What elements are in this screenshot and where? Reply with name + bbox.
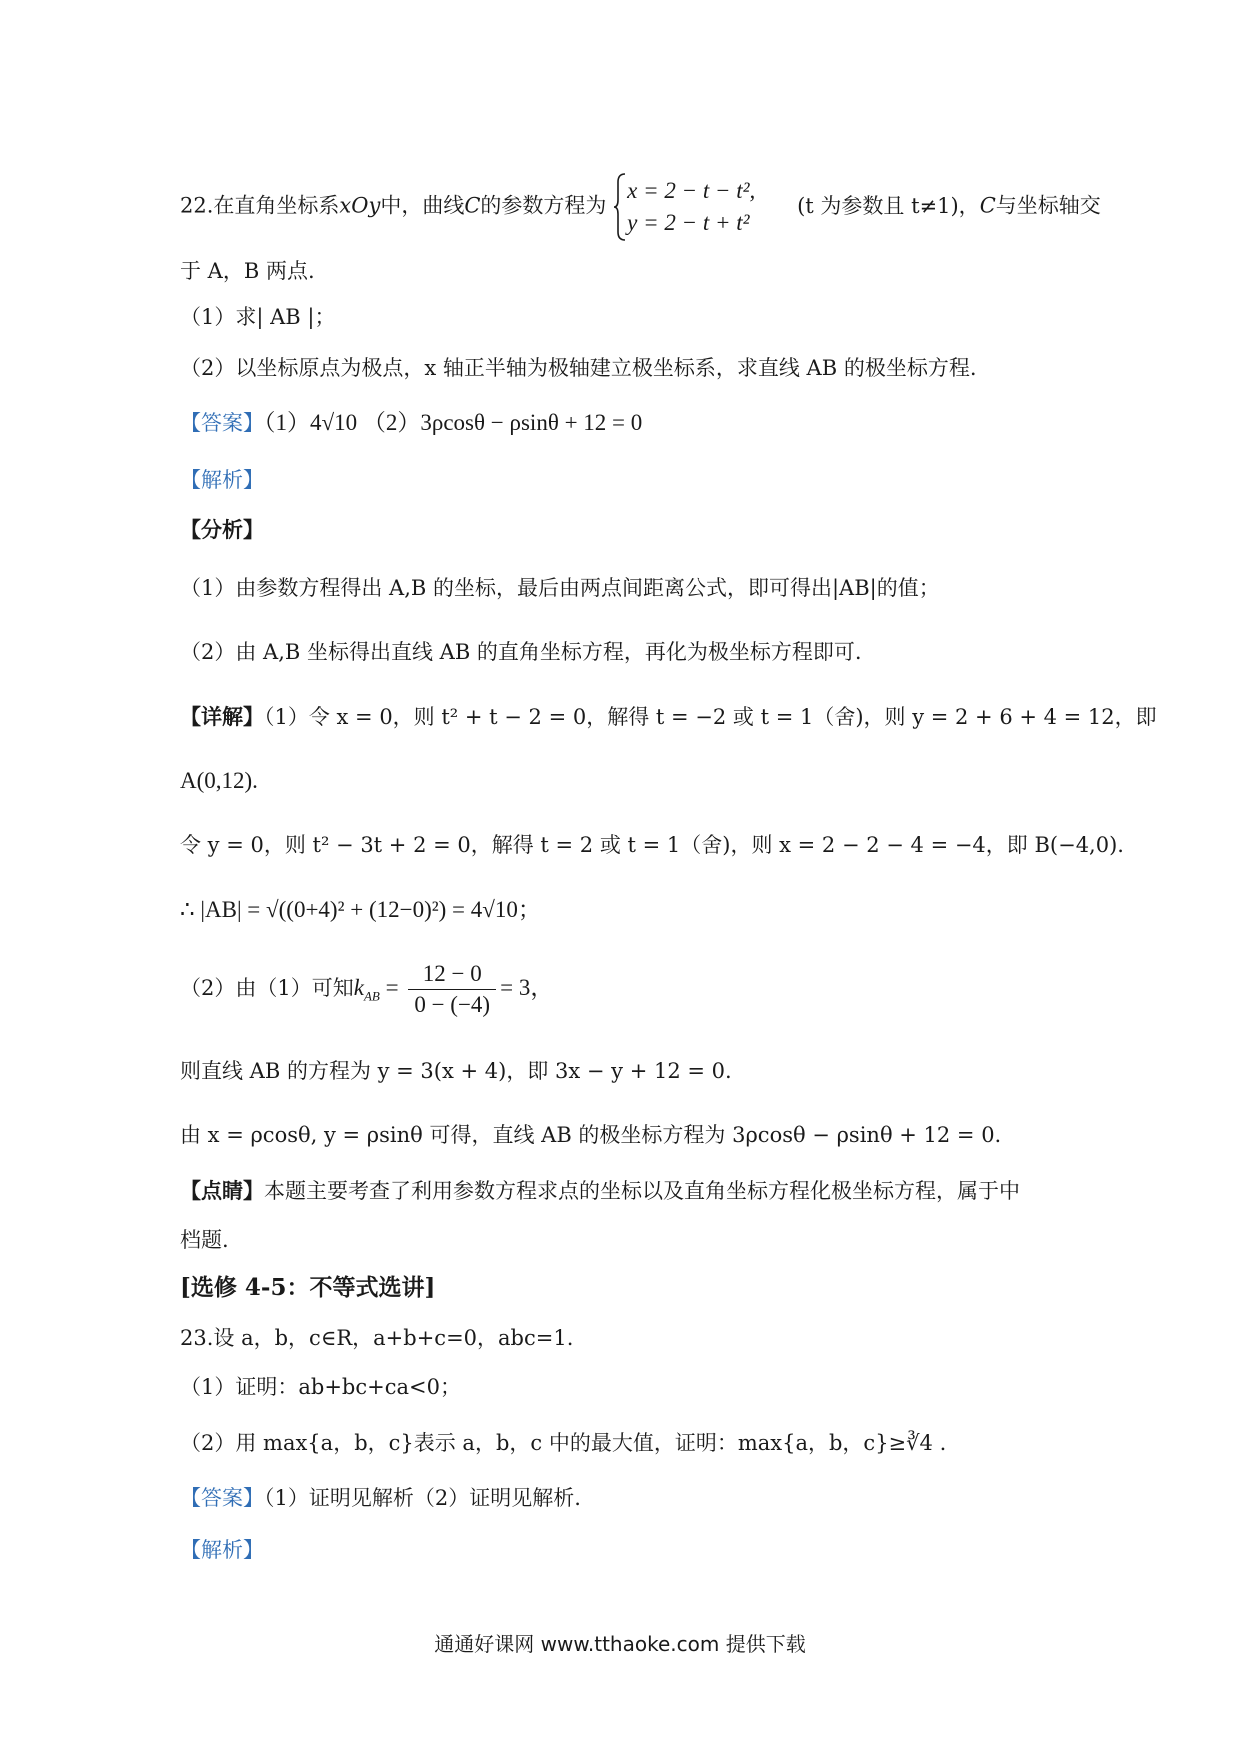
xiangjie-2: A(0,12).: [180, 768, 258, 793]
q22-text-g: 与坐标轴交: [995, 193, 1101, 218]
q22-intro: 22.在直角坐标系: [180, 193, 340, 218]
xiangjie-6: 则直线 AB 的方程为 y = 3(x + 4)，即 3x − y + 12 = 0.: [180, 1059, 732, 1083]
q22-param-note: (t 为参数且 t≠1)，: [797, 193, 980, 218]
slope-numerator: 12 − 0: [408, 959, 496, 990]
dianjing-label: 【点睛】: [180, 1178, 264, 1203]
q23-answer-label: 【答案】: [180, 1486, 264, 1510]
xiangjie-4: ∴ |AB| = √((0+4)² + (12−0)²) = 4√10；: [180, 897, 541, 922]
q22-curve-c: C: [464, 193, 481, 218]
q22-curve-c2: C: [979, 193, 996, 218]
q22-text-b: 中，曲线: [380, 193, 465, 218]
jiexi-label: 【解析】: [180, 468, 264, 492]
fenxi-label: 【分析】: [180, 517, 264, 542]
slope-fraction: [408, 959, 496, 1020]
q23-answer-text: （1）证明见解析（2）证明见解析.: [264, 1486, 581, 1510]
q22-part-2: （2）以坐标原点为极点，x 轴正半轴为极轴建立极坐标系，求直线 AB 的极坐标方程.: [180, 356, 977, 380]
slope-sub: AB: [363, 988, 380, 1004]
q22-line-2: 于 A，B 两点.: [180, 259, 315, 283]
xiangjie-3: 令 y = 0，则 t² − 3t + 2 = 0，解得 t = 2 或 t = 1（舍)，则 x = 2 − 2 − 4 = −4，即 B(−4,0).: [180, 833, 1124, 857]
q23-line-1: 23.设 a，b，c∈R，a+b+c=0，abc=1.: [180, 1326, 574, 1350]
param-eq-y: y = 2 − t + t²: [627, 210, 750, 235]
fenxi-1: （1）由参数方程得出 A,B 的坐标，最后由两点间距离公式，即可得出|AB|的值；: [180, 576, 940, 600]
xiangjie-7: 由 x = ρcosθ, y = ρsinθ 可得，直线 AB 的极坐标方程为 3ρcosθ − ρsinθ + 12 = 0.: [180, 1123, 1002, 1147]
xiangjie-label: 【详解】: [180, 704, 264, 729]
fenxi-2: （2）由 A,B 坐标得出直线 AB 的直角坐标方程，再化为极坐标方程即可.: [180, 640, 862, 664]
xiangjie-text-1: （1）令 x = 0，则 t² + t − 2 = 0，解得 t = −2 或 t = 1（舍)，则 y = 2 + 6 + 4 = 12，即: [264, 705, 1157, 729]
q22-xoy: xOy: [339, 193, 381, 218]
dianjing-2: 档题.: [180, 1228, 229, 1252]
q22-part-1: （1）求| AB |；: [180, 305, 336, 329]
xj5-text: （2）由（1）可知: [180, 976, 354, 1000]
slope-result: = 3，: [500, 975, 554, 1000]
left-brace-icon: [613, 172, 627, 242]
q23-jiexi-label: 【解析】: [180, 1538, 264, 1562]
answer-label: 【答案】: [180, 411, 264, 435]
slope-k: k: [353, 975, 364, 1000]
q23-part-1: （1）证明：ab+bc+ca<0；: [180, 1375, 461, 1399]
answer-text: （1）4√10 （2）3ρcosθ − ρsinθ + 12 = 0: [264, 410, 643, 435]
param-eq-x: x = 2 − t − t²,: [627, 178, 756, 203]
q22-answer: [180, 408, 642, 438]
xiangjie-5: （2）由（1）可知$k_{AB}$ = $\frac{12 - 0}{0 - (-4)}$ = 3，: [180, 958, 553, 1020]
xiangjie-1: [180, 702, 1157, 732]
slope-denominator: 0 − (−4): [414, 992, 491, 1017]
section-heading: [选修 4-5：不等式选讲]: [180, 1274, 436, 1301]
q23-part-2: （2）用 max{a，b，c}表示 a，b，c 中的最大值，证明：max{a，b，c}≥∛4 .: [180, 1431, 947, 1455]
q22-text-d: 的参数方程为: [480, 193, 607, 218]
parametric-system: [613, 172, 756, 242]
page-footer: 通通好课网 www.tthaoke.com 提供下载: [434, 1632, 806, 1656]
q22-line-1: [180, 172, 1101, 242]
dianjing-text: 本题主要考查了利用参数方程求点的坐标以及直角坐标方程化极坐标方程，属于中: [264, 1179, 1020, 1203]
q23-answer: [180, 1483, 581, 1513]
dianjing: [180, 1176, 1020, 1206]
